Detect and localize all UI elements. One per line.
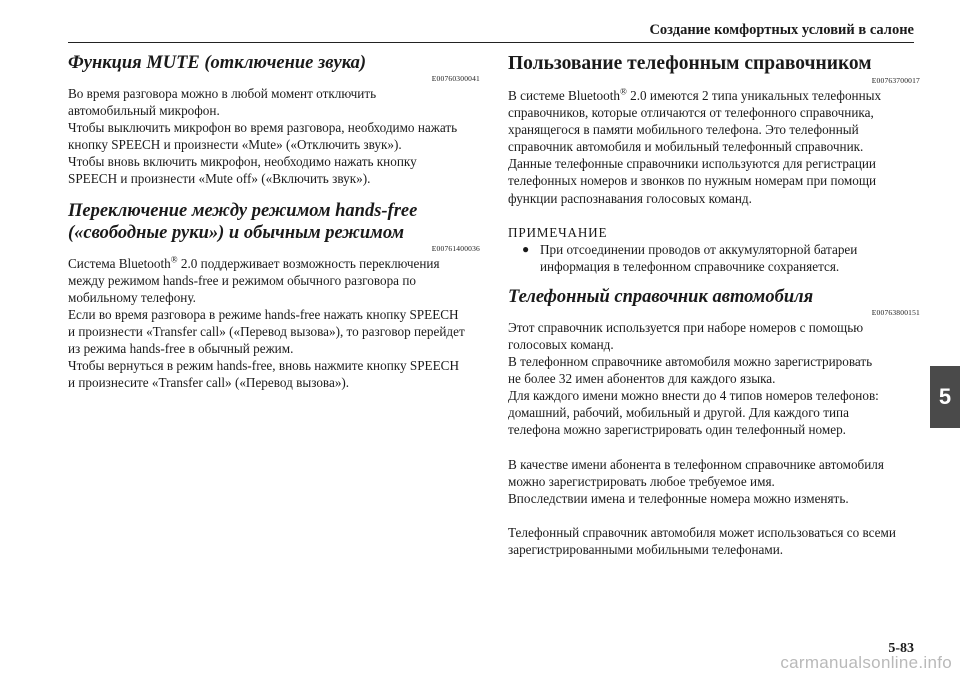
phonebook-first-post: 2.0 имеются 2 типа уникальных телефонных — [626, 88, 882, 103]
phonebook-first-pre: В системе Bluetooth — [508, 88, 620, 103]
vehicle-a-line-2: голосовых команд. — [508, 336, 614, 352]
vehicle-phonebook-code: E00763800151 — [871, 307, 920, 317]
phonebook-line-4: справочник автомобиля и мобильный телефонный справочник. — [508, 139, 864, 155]
mute-line-1: Во время разговора можно в любой момент отключить — [68, 86, 377, 101]
right-column — [508, 52, 920, 558]
bullet-icon: ● — [522, 241, 530, 256]
vehicle-a-line-6: домашний, рабочий, мобильный и другой. Для каждого типа — [508, 405, 849, 421]
phonebook-line-5: Данные телефонные справочники используются для регистрации — [508, 156, 876, 172]
vehicle-a-line-4: не более 32 имен абонентов для каждого языка. — [508, 371, 776, 387]
switch-section-title-line1: Переключение между режимом hands-free — [68, 200, 418, 221]
vehicle-a-line-7: телефона можно зарегистрировать один телефонный номер. — [508, 422, 846, 438]
note-line-2: информация в телефонном справочнике сохраняется. — [540, 258, 840, 274]
switch-line-7: Чтобы вернуться в режим hands-free, вновь нажмите кнопку SPEECH — [68, 358, 459, 374]
switch-first-post: 2.0 поддерживает возможность переключения — [177, 255, 440, 271]
switch-line-2: между режимом hands-free и режимом обычного разговора по — [68, 272, 416, 288]
switch-line-6: из режима hands-free в обычный режим. — [68, 341, 294, 357]
mute-line-2: автомобильный микрофон. — [68, 103, 220, 119]
vehicle-c-line-2: зарегистрированными мобильными телефонами. — [508, 541, 784, 557]
phonebook-line-6: телефонных номеров и звонков по нужным номерам при помощи — [508, 173, 877, 189]
vehicle-a-line-5: Для каждого имени можно внести до 4 типов номеров телефонов: — [508, 388, 879, 404]
vehicle-phonebook-title: Телефонный справочник автомобиля — [508, 286, 814, 307]
phonebook-line-3: хранящегося в памяти мобильного телефона. Это телефонный — [508, 122, 859, 138]
vehicle-c-line-1: Телефонный справочник автомобиля может использоваться со всеми — [508, 524, 896, 540]
mute-section-title: Функция MUTE (отключение звука) — [68, 53, 367, 73]
registered-mark: ® — [170, 254, 178, 265]
page-number: 5-83 — [888, 641, 914, 656]
watermark: carmanualsonline.info — [780, 653, 952, 672]
phonebook-first-line — [508, 87, 920, 104]
vehicle-b-line-2: можно зарегистрировать любое требуемое имя. — [508, 473, 775, 489]
vehicle-a-line-3: В телефонном справочнике автомобиля можно зарегистрировать — [508, 354, 873, 370]
vehicle-b-line-3: Впоследствии имена и телефонные номера можно изменять. — [508, 490, 849, 506]
mute-line-5: Чтобы вновь включить микрофон, необходимо нажать кнопку — [68, 154, 417, 170]
header-divider — [68, 42, 914, 43]
switch-section-title-line2: («свободные руки») и обычным режимом — [68, 222, 405, 243]
note-item — [522, 241, 920, 275]
switch-first-pre: Система Bluetooth — [68, 255, 171, 271]
phonebook-line-2: справочников, которые отличаются от телефонного справочника, — [508, 105, 874, 121]
page-header-title: Создание комфортных условий в салоне — [649, 22, 914, 38]
note-line-1: При отсоединении проводов от аккумуляторной батареи — [540, 241, 858, 257]
mute-section-code: E00760300041 — [431, 74, 480, 83]
mute-line-6: SPEECH и произнести «Mute off» («Включить звук»). — [68, 171, 371, 187]
switch-first-line — [68, 255, 480, 272]
note-label: ПРИМЕЧАНИЕ — [508, 224, 608, 240]
mute-line-3: Чтобы выключить микрофон во время разговора, необходимо нажать — [68, 120, 458, 136]
switch-line-5: и произнести «Transfer call» («Перевод вызова»), то разговор перейдет — [68, 323, 465, 339]
left-column — [68, 52, 480, 391]
mute-line-4: кнопку SPEECH и произнести «Mute» («Отключить звук»). — [68, 137, 402, 153]
switch-line-3: мобильному телефону. — [68, 289, 196, 305]
phonebook-section-code: E00763700017 — [871, 76, 920, 85]
registered-mark: ® — [619, 86, 627, 97]
vehicle-a-line-1: Этот справочник используется при наборе номеров с помощью — [508, 319, 864, 335]
chapter-tab: 5 — [930, 366, 960, 428]
phonebook-line-7: функции распознавания голосовых команд. — [508, 190, 752, 206]
switch-line-8: и произнесите «Transfer call» («Перевод вызова»). — [68, 375, 350, 391]
switch-line-4: Если во время разговора в режиме hands-free нажать кнопку SPEECH — [68, 306, 459, 322]
vehicle-b-line-1: В качестве имени абонента в телефонном справочнике автомобиля — [508, 456, 884, 472]
phonebook-section-title: Пользование телефонным справочником — [508, 53, 872, 74]
switch-section-code: E00761400036 — [431, 243, 480, 253]
